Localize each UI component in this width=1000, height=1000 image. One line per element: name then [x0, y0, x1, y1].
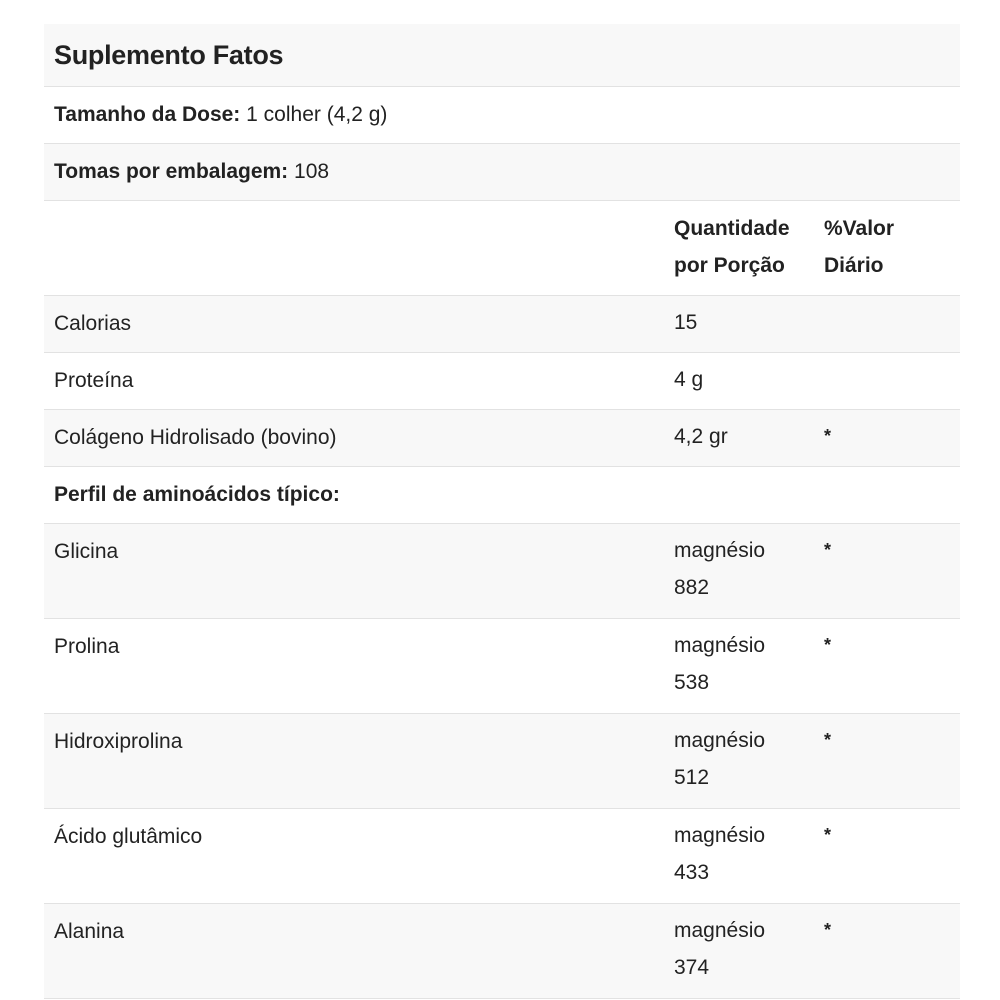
amino-value: 882	[674, 576, 710, 599]
column-header-row	[44, 201, 960, 296]
amino-name: Ácido glutâmico	[54, 825, 203, 848]
amino-unit: magnésio	[674, 729, 766, 752]
amino-unit: magnésio	[674, 824, 766, 847]
title-row	[44, 24, 960, 87]
amino-value: 538	[674, 671, 710, 694]
amino-name: Hidroxiprolina	[54, 730, 183, 753]
table-title: Suplemento Fatos	[54, 39, 284, 70]
nutrient-amount: 4,2 gr	[674, 425, 728, 448]
amino-amount	[674, 912, 824, 986]
supplement-facts-table	[44, 24, 960, 999]
table-row	[44, 809, 960, 904]
header-amount	[674, 210, 824, 284]
table-row	[44, 619, 960, 714]
amino-unit: magnésio	[674, 634, 766, 657]
amino-amount	[674, 532, 824, 606]
header-dv-line1: %Valor	[824, 217, 895, 240]
amino-amount	[674, 817, 824, 891]
amino-section-label: Perfil de aminoácidos típico:	[54, 483, 340, 506]
amino-name: Glicina	[54, 540, 119, 563]
amino-value: 433	[674, 861, 710, 884]
amino-name: Prolina	[54, 635, 120, 658]
nutrient-amount: 15	[674, 311, 698, 334]
table-row	[44, 714, 960, 809]
table-row	[44, 904, 960, 999]
servings-per-container-label: Tomas por embalagem:	[54, 160, 289, 183]
amino-value: 512	[674, 766, 710, 789]
amino-dv: *	[824, 635, 832, 655]
serving-size-row	[44, 87, 960, 144]
nutrient-dv: *	[824, 426, 832, 446]
amino-amount	[674, 722, 824, 796]
table-row	[44, 296, 960, 353]
header-amount-line1: Quantidade	[674, 217, 790, 240]
amino-unit: magnésio	[674, 919, 766, 942]
nutrient-amount: 4 g	[674, 368, 704, 391]
table-row	[44, 524, 960, 619]
amino-dv: *	[824, 540, 832, 560]
nutrient-name: Calorias	[54, 312, 132, 335]
amino-value: 374	[674, 956, 710, 979]
table-row	[44, 353, 960, 410]
header-dv-line2: Diário	[824, 254, 884, 277]
serving-size-value: 1 colher (4,2 g)	[246, 103, 388, 126]
amino-amount	[674, 627, 824, 701]
amino-section-row	[44, 467, 960, 524]
serving-size-label: Tamanho da Dose:	[54, 103, 241, 126]
nutrient-name: Colágeno Hidrolisado (bovino)	[54, 426, 337, 449]
header-daily-value	[824, 210, 960, 284]
servings-per-container-value: 108	[294, 160, 330, 183]
amino-name: Alanina	[54, 920, 125, 943]
nutrient-name: Proteína	[54, 369, 134, 392]
amino-dv: *	[824, 920, 832, 940]
servings-per-container-row	[44, 144, 960, 201]
amino-unit: magnésio	[674, 539, 766, 562]
header-amount-line2: por Porção	[674, 254, 785, 277]
amino-dv: *	[824, 730, 832, 750]
table-row	[44, 410, 960, 467]
amino-dv: *	[824, 825, 832, 845]
